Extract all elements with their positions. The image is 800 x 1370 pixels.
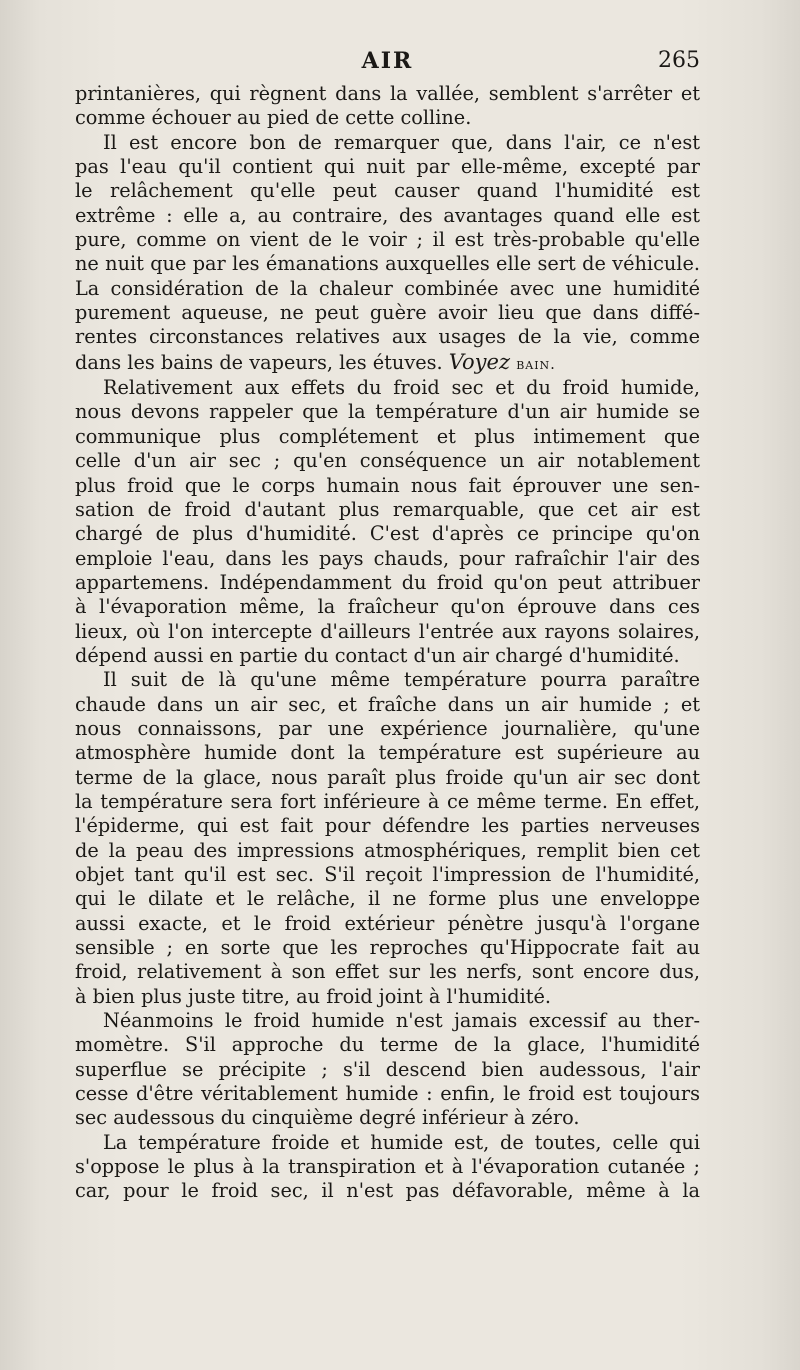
text-line: nous connaissons, par une expérience journalière, qu'une <box>75 716 700 740</box>
text-line: objet tant qu'il est sec. S'il reçoit l'impression de l'humidité, <box>75 863 700 886</box>
text-line: comme échouer au pied de cette colline. <box>75 106 472 130</box>
running-title: AIR <box>361 48 414 74</box>
text-line: aussi exacte, et le froid extérieur pénètre jusqu'à l'organe <box>75 911 700 935</box>
text-line: la température sera fort inférieure à ce même terme. En effet, <box>75 789 700 813</box>
text-line: pure, comme on vient de le voir ; il est très-probable qu'elle <box>75 228 700 252</box>
text-line: Il est encore bon de remarquer que, dans l'air, ce n'est <box>103 130 700 154</box>
text-line: sec audessous du cinquième degré inférieur à zéro. <box>75 1106 580 1130</box>
text-line: superflue se précipite ; s'il descend bien audessous, l'air <box>75 1057 700 1081</box>
text-line: à bien plus juste titre, au froid joint à l'humidité. <box>75 984 552 1008</box>
text-line: le relâchement qu'elle peut causer quand l'humidité est <box>75 179 700 203</box>
text-line: celle d'un air sec ; qu'en conséquence un air notablement <box>75 449 700 473</box>
text-line: ne nuit que par les émanations auxquelles elle sert de véhicule. <box>75 252 700 276</box>
text-line: lieux, où l'on intercepte d'ailleurs l'entrée aux rayons solaires, <box>75 619 700 643</box>
text-line: La considération de la chaleur combinée avec une humidité <box>75 276 700 300</box>
text-line: chargé de plus d'humidité. C'est d'après ce principe qu'on <box>75 522 700 546</box>
text-line: momètre. S'il approche du terme de la glace, l'humidité <box>75 1033 700 1057</box>
text-line: dépend aussi en partie du contact d'un air chargé d'humidité. <box>75 643 680 667</box>
text-line: Relativement aux effets du froid sec et du froid humide, <box>103 376 700 400</box>
text-line: Néanmoins le froid humide n'est jamais excessif au ther- <box>103 1009 700 1033</box>
text-line: de la peau des impressions atmosphériques, remplit bien cet <box>75 838 700 862</box>
text-line-start: dans les bains de vapeurs, les étuves. <box>75 350 443 374</box>
text-line: froid, relativement à son effet sur les nerfs, sont encore dus, <box>75 960 700 984</box>
text-line: plus froid que le corps humain nous fait éprouver une sen- <box>75 473 700 497</box>
text-line: car, pour le froid sec, il n'est pas défavorable, même à la <box>75 1179 700 1203</box>
body-text <box>75 82 700 1204</box>
text-line: pas l'eau qu'il contient qui nuit par elle-même, excepté par <box>75 155 700 179</box>
text-line: La température froide et humide est, de toutes, celle qui <box>103 1130 700 1154</box>
page-number: 265 <box>658 48 700 73</box>
text-line: printanières, qui règnent dans la vallée, semblent s'arrêter et <box>75 82 700 105</box>
text-line: appartemens. Indépendamment du froid qu'on peut attribuer <box>75 570 700 594</box>
crossref-voyez: Voyez <box>448 349 511 374</box>
text-line: s'oppose le plus à la transpiration et à l'évaporation cutanée ; <box>75 1155 700 1179</box>
text-line: qui le dilate et le relâche, il ne forme plus une enveloppe <box>75 887 700 911</box>
text-line: sation de froid d'autant plus remarquable, que cet air est <box>75 497 700 521</box>
text-line: purement aqueuse, ne peut guère avoir lieu que dans diffé- <box>75 301 700 325</box>
text-line: l'épiderme, qui est fait pour défendre les parties nerveuses <box>75 814 700 838</box>
text-line: Il suit de là qu'une même température pourra paraître <box>103 668 700 692</box>
page-header <box>75 48 700 82</box>
text-line: emploie l'eau, dans les pays chauds, pour rafraîchir l'air des <box>75 546 700 570</box>
text-line: cesse d'être véritablement humide : enfin, le froid est toujours <box>75 1082 700 1106</box>
text-line: terme de la glace, nous paraît plus froide qu'un air sec dont <box>75 765 700 789</box>
crossref-target: bain. <box>516 354 556 373</box>
text-line: chaude dans un air sec, et fraîche dans un air humide ; et <box>75 692 700 716</box>
text-line: rentes circonstances relatives aux usages de la vie, comme <box>75 325 700 349</box>
text-line-with-crossref <box>75 350 700 376</box>
text-line: nous devons rappeler que la température d'un air humide se <box>75 400 700 424</box>
text-line: extrême : elle a, au contraire, des avantages quand elle est <box>75 203 700 227</box>
text-line: atmosphère humide dont la température est supérieure au <box>75 741 700 765</box>
text-line: communique plus complétement et plus intimement que <box>75 424 700 448</box>
text-line: sensible ; en sorte que les reproches qu'Hippocrate fait au <box>75 936 700 960</box>
text-line: à l'évaporation même, la fraîcheur qu'on éprouve dans ces <box>75 595 700 619</box>
